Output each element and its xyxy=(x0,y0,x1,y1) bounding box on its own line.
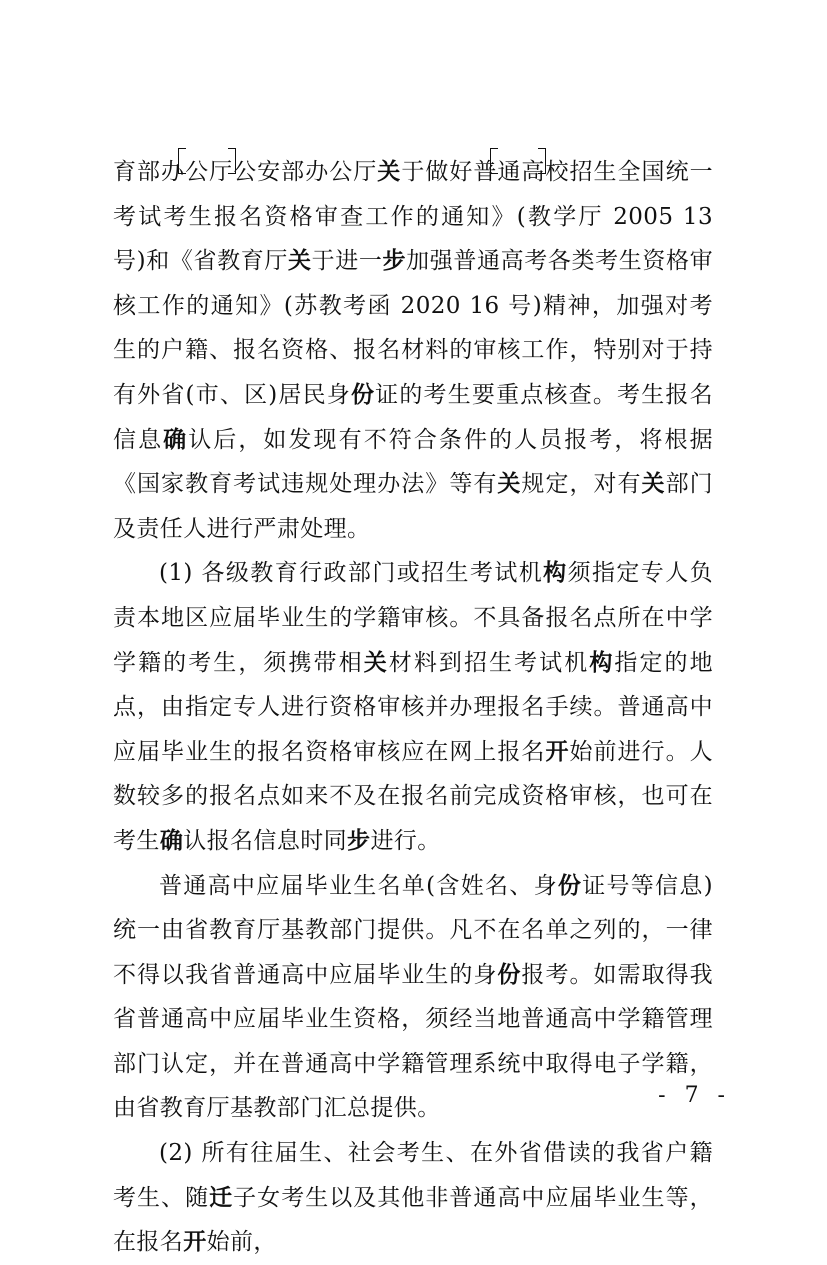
document-body xyxy=(113,150,713,1265)
text-run: 进行。 xyxy=(370,827,441,854)
text-run: 子女考生以及其他非普通高中应届毕业生等，在报名 xyxy=(113,1184,714,1256)
bold-text-run: 开 xyxy=(183,1228,207,1256)
text-run: 报考。如需取得我省普通高中应届毕业生资格，须经当地普通高中学籍管理部门认定，并在普通高中学籍管理系统中取得电子学籍，由省教育厅基教部门汇总提供。 xyxy=(113,961,713,1122)
bold-text-run: 开 xyxy=(545,737,570,765)
text-run: 认后，如发现有不符合条件的人员报考，将根据《国家教育考试违规处理办法》等有 xyxy=(113,426,713,498)
bold-text-run: 迁 xyxy=(209,1183,234,1211)
paragraph-graduate-list xyxy=(113,864,713,1132)
bold-text-run: 确 xyxy=(159,826,184,854)
text-run: 材料到招生考试机 xyxy=(388,649,590,676)
text-run: 普通高中应届毕业生名单(含姓名、身 xyxy=(159,872,558,899)
bold-text-run: 构 xyxy=(543,559,568,587)
page-number: - 7 - xyxy=(658,1083,731,1108)
bold-text-run: 步 xyxy=(347,826,371,854)
bold-text-run: 步 xyxy=(382,247,407,275)
text-run: 于做好普通高校招生全国统一考试考生报名资格审查工作的通知》(教学厅 2005 13 号)和《省教育厅 xyxy=(113,159,714,275)
text-run: 规定，对有 xyxy=(521,471,642,498)
bold-text-run: 关 xyxy=(377,158,402,185)
bold-text-run: 份 xyxy=(557,871,583,899)
text-run: (2) 所有往届生、社会考生、在外省借读的我省户籍考生、随 xyxy=(113,1140,713,1211)
paragraph-policy-basis xyxy=(113,150,713,551)
text-run: 证号等信息)统一由省教育厅基教部门提供。凡不在名单之列的，一律不得以我省普通高中应届毕业生的身 xyxy=(113,872,714,988)
bold-text-run: 关 xyxy=(287,247,312,275)
bold-text-run: 关 xyxy=(497,470,522,498)
text-run: 认报名信息时同 xyxy=(183,827,348,854)
bold-text-run: 确 xyxy=(163,425,189,453)
text-run: 部门及责任人进行严肃处理。 xyxy=(113,471,714,542)
bold-text-run: 关 xyxy=(641,470,666,498)
bold-text-run: 份 xyxy=(497,960,522,988)
text-run: (1) 各级教育行政部门或招生考试机 xyxy=(159,560,544,587)
bold-text-run: 份 xyxy=(350,380,376,408)
paragraph-item-2 xyxy=(113,1131,713,1265)
text-run: 于进一 xyxy=(311,248,383,275)
text-run: 须指定专人负责本地区应届毕业生的学籍审核。不具备报名点所在中学学籍的考生，须携带相 xyxy=(113,560,714,676)
paragraph-item-1 xyxy=(113,551,713,863)
text-run: 始前， xyxy=(206,1229,277,1256)
bold-text-run: 关 xyxy=(363,648,389,676)
text-run: 育部办公厅公安部办公厅 xyxy=(113,159,378,185)
bold-text-run: 构 xyxy=(589,648,615,676)
text-run: 证的考生要重点核查。考生报名信息 xyxy=(113,381,713,453)
text-run: 始前进行。人数较多的报名点如来不及在报名前完成资格审核，也可在考生 xyxy=(113,738,714,854)
text-run: 加强普通高考各类考生资格审核工作的通知》(苏教考函 2020 16 号)精神，加强对考生的户籍、报名资格、报名材料的审核工作，特别对于持有外省(市、区)居民身 xyxy=(113,248,713,408)
text-run: 指定的地点，由指定专人进行资格审核并办理报名手续。普通高中应届毕业生的报名资格审核应在网上报名 xyxy=(113,649,714,765)
